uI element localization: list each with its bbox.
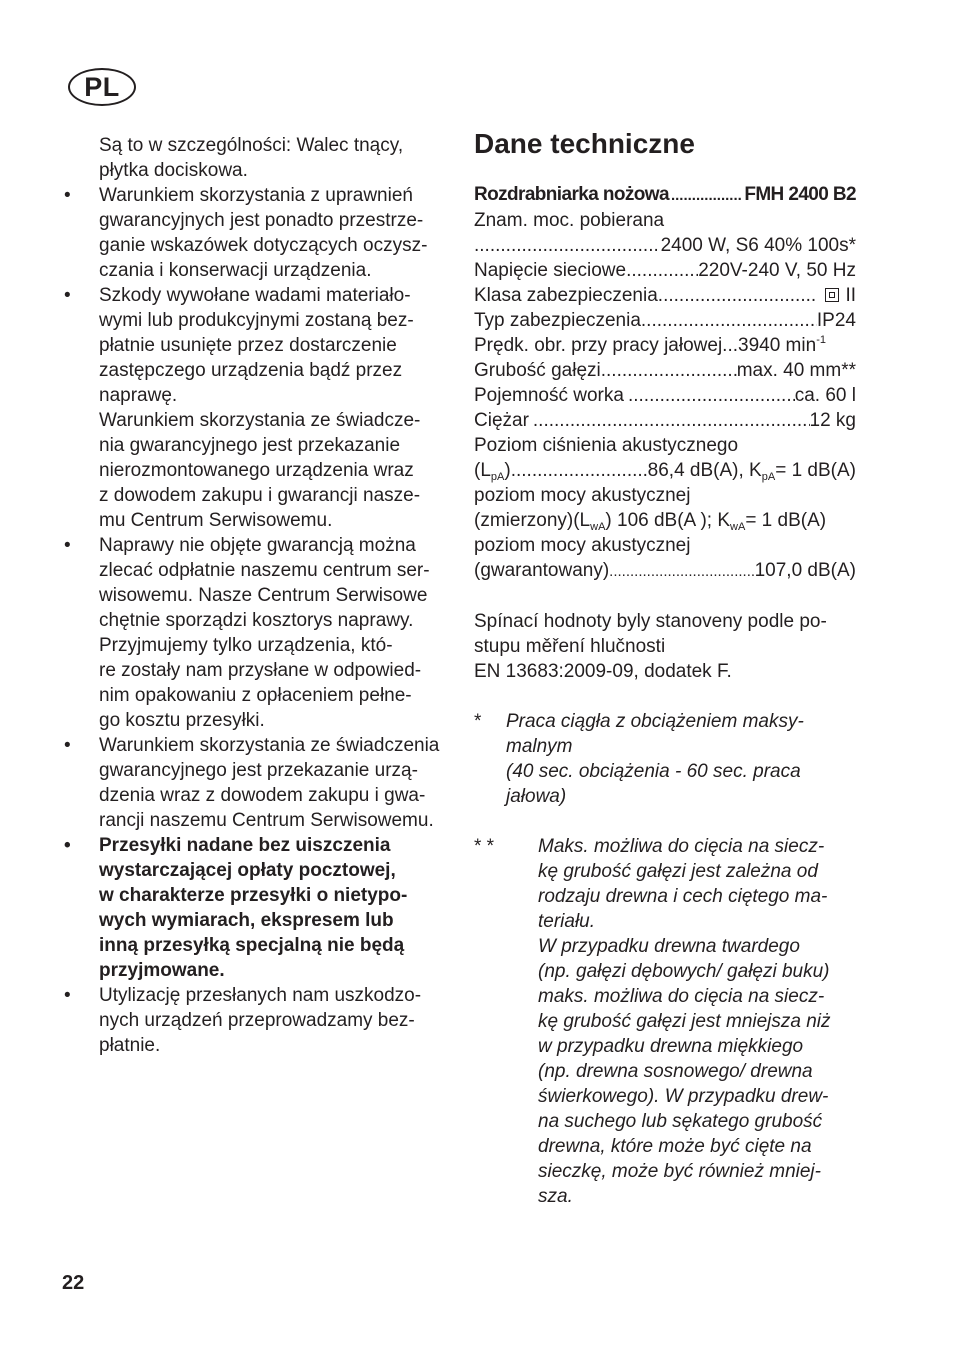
footnote-2: * * Maks. możliwa do cięcia na siecz- kę grubość gałęzi jest zależna od rodzaju drewna i cech ciętego ma- teriału. W przypadku drewna twardego (np. gałęzi dębowych/ gałęzi buku) maks. możliwa do cięcia na siecz- kę grubość gałęzi jest mniejsza niż w przypadku drewna miękkiego (np. drewna sosnowego/ drewna świerkowego). W przypadku drew- na suchego lub sękatego grubość drewna, które może być cięte na sieczkę, może być również mniej- sza. bbox=[474, 836, 831, 1207]
warranty-column bbox=[60, 133, 452, 1058]
language-badge: PL bbox=[68, 68, 136, 106]
spec-ip-type: Typ zabezpieczenia ..... IP24 bbox=[474, 308, 856, 333]
warranty-bullet-item: • Warunkiem skorzystania ze świadczenia gwarancyjnego jest przekazanie urzą- dzenia wraz z dowodem zakupu i gwa- rancji naszemu Centrum Serwisowemu. bbox=[60, 733, 452, 833]
warranty-bullet-item: • Warunkiem skorzystania z uprawnień gwarancyjnych jest ponadto przestrze- ganie wskazówek dotyczących oczysz- czania i konserwacji urządzenia. bbox=[60, 183, 452, 283]
warranty-bullet-list bbox=[60, 183, 452, 1058]
spec-sound-power-label: poziom mocy akustycznej bbox=[474, 485, 691, 506]
section-title: Dane techniczne bbox=[474, 128, 695, 159]
spec-sound-power-guaranteed: (gwarantowany) ..... 107,0 dB(A) bbox=[474, 558, 856, 584]
spec-voltage: Napięcie sieciowe ..... 220V-240 V, 50 Hz bbox=[474, 258, 856, 283]
spec-sound-pressure-label: Poziom ciśnienia akustycznego bbox=[474, 435, 739, 456]
spec-sound-pressure: $(L_{pA})$ ..... 86,4 dB(A), $K_{pA}= 1$ dB(A) bbox=[474, 458, 856, 483]
spec-branch-thickness: Grubość gałęzi ..... max. 40 mm** bbox=[474, 358, 856, 383]
continuation-paragraph: Są to w szczególności: Walec tnący, płytka dociskowa. bbox=[99, 135, 404, 181]
warranty-bullet-item: • Utylizację przesłanych nam uszkodzo- nych urządzeń przeprowadzamy bez- płatnie. bbox=[60, 983, 452, 1058]
footnote-1: * Praca ciągła z obciążeniem maksy- malnym (40 sec. obciążenia - 60 sec. praca jałowa) bbox=[474, 711, 804, 807]
spec-bag-capacity: Pojemność worka ..... ca. 60 l bbox=[474, 383, 856, 408]
spec-power-label: Znam. moc. pobierana bbox=[474, 210, 665, 231]
spec-sound-power-measured: $(zmierzony)(L_{wA})$ 106 dB(A ); $K_{wA}= 1$ dB(A) bbox=[474, 510, 827, 533]
spec-protection-class: Klasa zabezpieczenia ..... II bbox=[474, 283, 856, 308]
measurement-note: Spínací hodnoty byly stanoveny podle po- stupu měření hlučnosti EN 13683:2009-09, dodatek F. bbox=[474, 611, 827, 682]
spec-idle-speed: Prędk. obr. przy pracy jałowej ... 3940 $\min^{-1}$ bbox=[474, 334, 826, 356]
page-number: 22 bbox=[62, 1272, 85, 1294]
warranty-bullet-item: • Naprawy nie objęte gwarancją można zlecać odpłatnie naszemu centrum ser- wisowemu. Nasze Centrum Serwisowe chętnie sporządzi kosztorys naprawy. Przyjmujemy tylko urządzenia, któ- re zostały nam przysłane w odpowied- nim opakowaniu z opłaceniem pełne- go kosztu przesyłki. bbox=[60, 533, 452, 733]
protection-class-ii-icon bbox=[825, 288, 839, 302]
warranty-bullet-item: • Szkody wywołane wadami materiało- wymi lub produkcyjnymi zostaną bez- płatnie usunięte przez dostarczenie zastępczego urządzenia bądź przez naprawę. Warunkiem skorzystania ze świadcze- nia gwarancyjnego jest przekazanie nierozmontowanego urządzenia wraz z dowodem zakupu i gwarancji nasze- mu Centrum Serwisowemu. bbox=[60, 283, 452, 533]
technical-data-column bbox=[474, 128, 856, 1209]
spec-model: Rozdrabniarka nożowa ..... FMH 2400 B2 bbox=[474, 182, 856, 208]
spec-sound-power-label-2: poziom mocy akustycznej bbox=[474, 535, 691, 556]
warranty-bullet-item: • Przesyłki nadane bez uiszczenia wystarczającej opłaty pocztowej, w charakterze przesyłki o nietypo- wych wymiarach, ekspresem lub inną przesyłką specjalną nie będą przyjmowane. bbox=[60, 833, 452, 983]
spec-power: ..... 2400 W, S6 40% 100s* bbox=[474, 233, 856, 258]
spec-weight: Ciężar ..... 12 kg bbox=[474, 408, 856, 433]
